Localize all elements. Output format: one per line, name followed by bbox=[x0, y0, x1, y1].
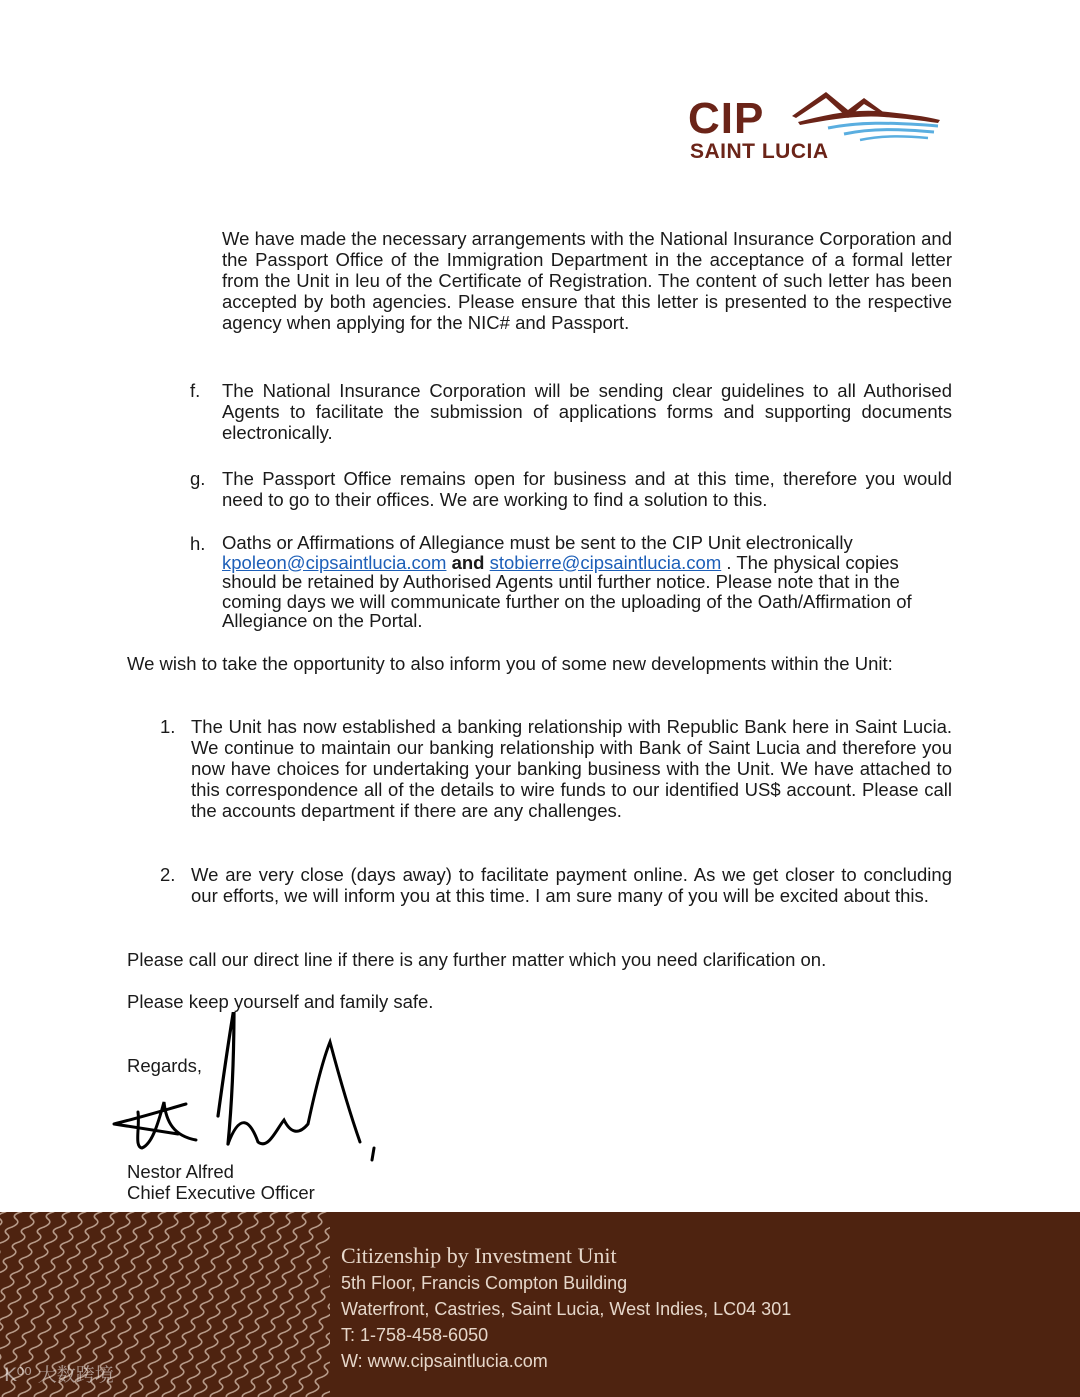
closing-line-safe: Please keep yourself and family safe. bbox=[127, 991, 434, 1012]
footer-address-line-2: Waterfront, Castries, Saint Lucia, West Indies, LC04 301 bbox=[341, 1299, 792, 1319]
item-2-label: 2. bbox=[160, 864, 176, 885]
mountain-wave-logo-icon bbox=[788, 88, 948, 144]
email-link-kpoleon[interactable]: kpoleon@cipsaintlucia.com bbox=[222, 551, 447, 573]
footer-address-block bbox=[341, 1242, 791, 1374]
signoff: Regards, bbox=[127, 1055, 203, 1076]
logo-subtitle: SAINT LUCIA bbox=[690, 140, 829, 163]
watermark-text: K⁰⁰ 大数跨境 bbox=[4, 1364, 114, 1386]
handwritten-signature bbox=[108, 1012, 388, 1172]
footer-title: Citizenship by Investment Unit bbox=[341, 1243, 617, 1268]
email-link-stobierre[interactable]: stobierre@cipsaintlucia.com bbox=[489, 551, 722, 573]
footer-address-line-1: 5th Floor, Francis Compton Building bbox=[341, 1273, 628, 1293]
item-h-text-after: . The physical copies should be retained by Authorised Agents until further notice. Please note that in the coming days we will communicate further on the uploading of the Oath/Affirmation of Allegiance on the Portal. bbox=[222, 551, 912, 631]
item-1-text: The Unit has now established a banking relationship with Republic Bank here in Saint Lucia. We continue to maintain our banking relationship with Bank of Saint Lucia and therefore you now have choices for undertaking your banking business with the Unit. We have attached to this correspondence all of the details to wire funds to our identified US$ account. Please call the accounts department if there are any challenges. bbox=[191, 716, 952, 821]
item-f-text: The National Insurance Corporation will be sending clear guidelines to all Authorised Agents to facilitate the submission of applications forms and supporting documents electronically. bbox=[222, 380, 952, 443]
developments-intro: We wish to take the opportunity to also inform you of some new developments within the Unit: bbox=[127, 653, 893, 674]
item-h-text-before: Oaths or Affirmations of Allegiance must be sent to the CIP Unit electronically bbox=[222, 532, 853, 553]
closing-line-clarification: Please call our direct line if there is any further matter which you need clarification on. bbox=[127, 949, 827, 970]
item-h-text bbox=[222, 533, 950, 631]
item-f-label: f. bbox=[190, 380, 201, 401]
item-g-label: g. bbox=[190, 468, 206, 489]
logo-brand: CIP bbox=[688, 94, 765, 143]
item-1-label: 1. bbox=[160, 716, 176, 737]
footer-bar bbox=[0, 1212, 1080, 1397]
item-g-text: The Passport Office remains open for business and at this time, therefore you would need to go to their offices. We are working to find a solution to this. bbox=[222, 468, 952, 510]
signer-name: Nestor Alfred bbox=[127, 1161, 234, 1182]
item-h-and: and bbox=[451, 551, 485, 573]
footer-phone: T: 1-758-458-6050 bbox=[341, 1325, 489, 1345]
cip-saint-lucia-logo bbox=[688, 88, 948, 168]
intro-paragraph: We have made the necessary arrangements with the National Insurance Corporation and the Passport Office of the Immigration Department in the acceptance of a formal letter from the Unit in leu of the Certificate of Registration. The content of such letter has been accepted by both agencies. Please ensure that this letter is presented to the respective agency when applying for the NIC# and Passport. bbox=[222, 228, 952, 333]
item-h-label: h. bbox=[190, 533, 206, 554]
footer-website[interactable]: W: www.cipsaintlucia.com bbox=[341, 1351, 548, 1371]
signer-title: Chief Executive Officer bbox=[127, 1182, 315, 1203]
item-2-text: We are very close (days away) to facilitate payment online. As we get closer to concluding our efforts, we will inform you at this time. I am sure many of you will be excited about this. bbox=[191, 864, 952, 906]
